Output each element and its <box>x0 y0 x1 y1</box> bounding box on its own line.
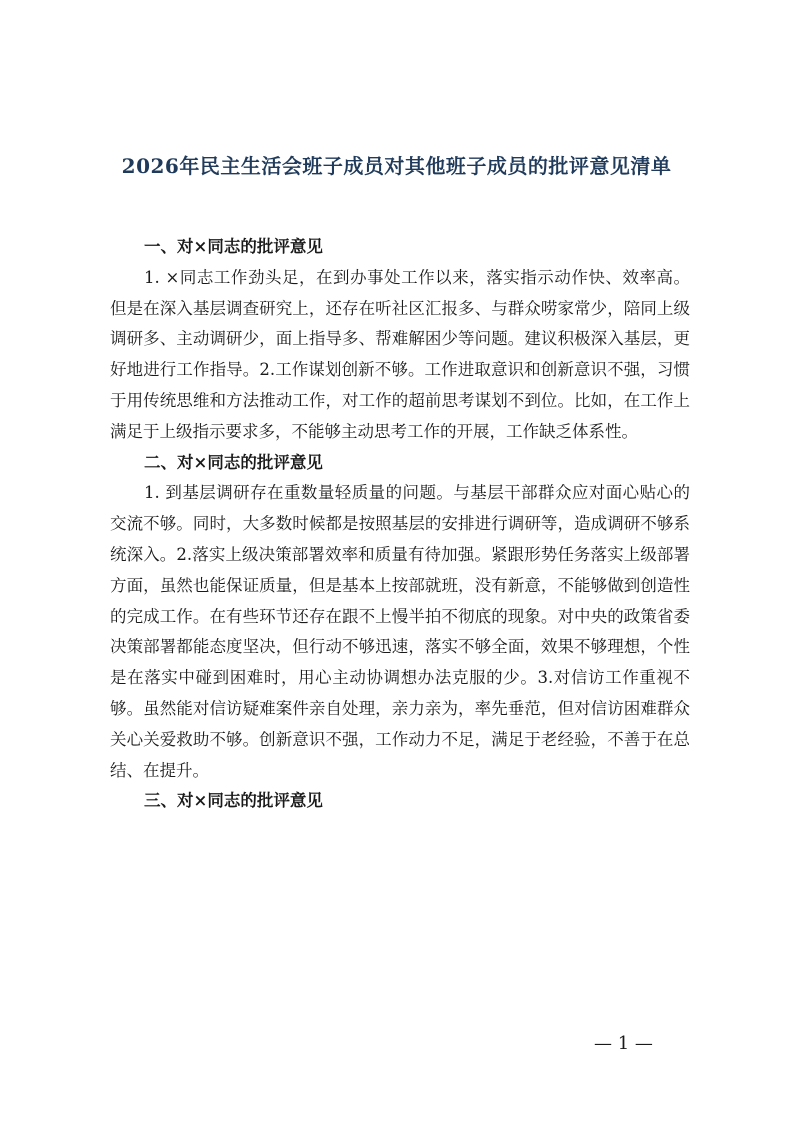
section-heading-2: 二、对×同志的批评意见 <box>144 452 323 472</box>
document-title: 2026年民主生活会班子成员对其他班子成员的批评意见清单 <box>121 154 672 178</box>
document-body <box>110 232 690 817</box>
section-heading-3: 三、对×同志的批评意见 <box>144 791 323 811</box>
section-paragraph-1: 1. ×同志工作劲头足，在到办事处工作以来，落实指示动作快、效率高。但是在深入基层调查研究上，还存在听社区汇报多、与群众唠家常少，陪同上级调研多、主动调研少，面上指导多、帮难解困少等问题。建议积极深入基层，更好地进行工作指导。2.工作谋划创新不够。工作进取意识和创新意识不强，习惯于用传统思维和方法推动工作，对工作的超前思考谋划不到位。比如，在工作上满足于上级指示要求多，不能够主动思考工作的开展，工作缺乏体系性。 <box>110 267 690 441</box>
page-number: — 1 — <box>594 1033 653 1054</box>
section-paragraph-2: 1. 到基层调研存在重数量轻质量的问题。与基层干部群众应对面心贴心的交流不够。同时，大多数时候都是按照基层的安排进行调研等，造成调研不够系统深入。2.落实上级决策部署效率和质量有待加强。紧跟形势任务落实上级部署方面，虽然也能保证质量，但是基本上按部就班，没有新意，不能够做到创造性的完成工作。在有些环节还存在跟不上慢半拍不彻底的现象。对中央的政策省委决策部署都能态度坚决，但行动不够迅速，落实不够全面，效果不够理想，个性是在落实中碰到困难时，用心主动协调想办法克服的少。3.对信访工作重视不够。虽然能对信访疑难案件亲自处理，亲力亲为，率先垂范，但对信访困难群众关心关爱救助不够。创新意识不强，工作动力不足，满足于老经验，不善于在总结、在提升。 <box>110 483 690 780</box>
section-heading-1: 一、对×同志的批评意见 <box>144 237 323 256</box>
